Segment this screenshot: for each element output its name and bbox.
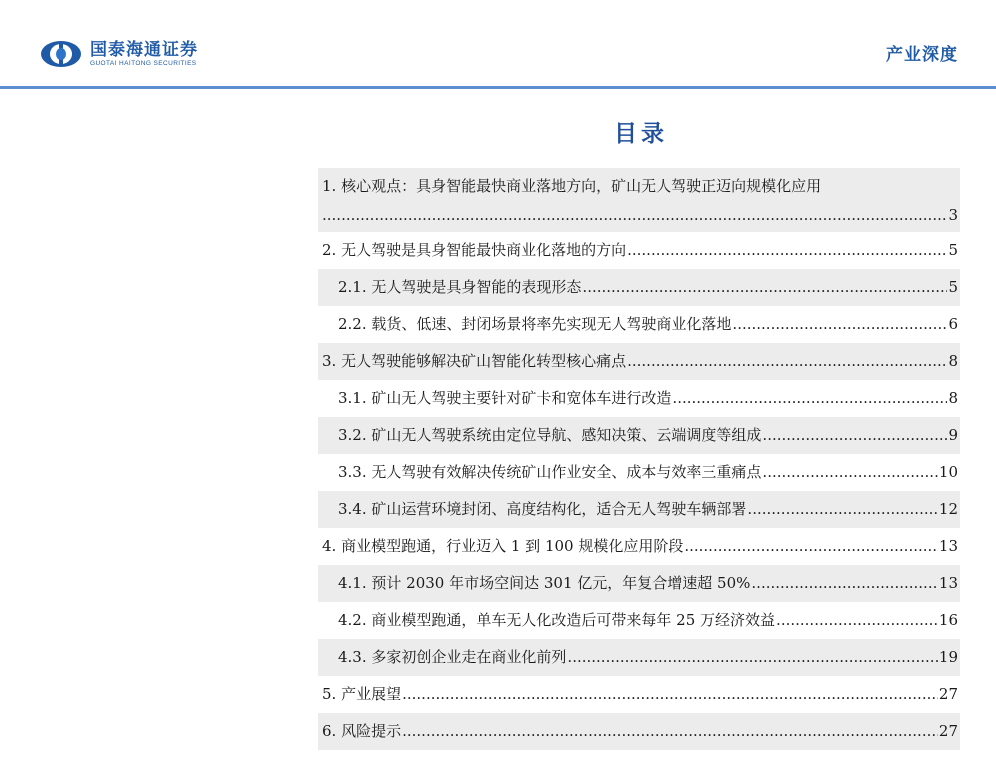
- toc-entry-3-3[interactable]: [318, 454, 960, 491]
- dot-leader: [762, 417, 947, 454]
- toc-entry-text: 风险提示: [341, 722, 402, 740]
- toc-entry-3-2[interactable]: [318, 417, 960, 454]
- toc-entry-4[interactable]: [318, 528, 960, 565]
- toc-entry-3-1[interactable]: [318, 380, 960, 417]
- toc-entry-page: 9: [948, 426, 958, 444]
- toc-entry-2[interactable]: [318, 232, 960, 269]
- toc-entry-number: 3.1.: [338, 389, 367, 407]
- toc-entry-text: 预计 2030 年市场空间达 301 亿元，年复合增速超 50%: [371, 574, 751, 592]
- toc-entry-number: 4.: [322, 537, 337, 555]
- toc-entry-number: 5.: [322, 685, 337, 703]
- toc-entry-6[interactable]: [318, 713, 960, 750]
- toc-entry-page: 19: [938, 648, 958, 666]
- toc-entry-number: 2.: [322, 241, 337, 259]
- toc-entry-text: 无人驾驶能够解决矿山智能化转型核心痛点: [341, 352, 627, 370]
- toc-entry-number: 6.: [322, 722, 337, 740]
- toc-entry-number: 4.3.: [338, 648, 367, 666]
- toc-entry-page: 8: [948, 352, 958, 370]
- toc-entry-number: 2.2.: [338, 315, 367, 333]
- toc-entry-2-1[interactable]: [318, 269, 960, 306]
- dot-leader: [402, 676, 938, 713]
- table-of-contents: [318, 168, 960, 750]
- report-type-label: 产业深度: [886, 45, 958, 65]
- toc-entry-text: 核心观点：具身智能最快商业落地方向，矿山无人驾驶正迈向规模化应用: [341, 177, 822, 195]
- toc-entry-text: 商业模型跑通，行业迈入 1 到 100 规模化应用阶段: [341, 537, 684, 555]
- toc-entry-number: 3.2.: [338, 426, 367, 444]
- toc-entry-4-2[interactable]: [318, 602, 960, 639]
- toc-entry-page: 27: [938, 685, 958, 703]
- toc-entry-4-3[interactable]: [318, 639, 960, 676]
- toc-entry-text: 矿山无人驾驶系统由定位导航、感知决策、云端调度等组成: [371, 426, 762, 444]
- dot-leader: [747, 491, 937, 528]
- toc-entry-3-4[interactable]: [318, 491, 960, 528]
- toc-entry-page: 3: [948, 206, 958, 224]
- toc-entry-text: 矿山无人驾驶主要针对矿卡和宽体车进行改造: [371, 389, 672, 407]
- toc-entry-text: 无人驾驶有效解决传统矿山作业安全、成本与效率三重痛点: [371, 463, 762, 481]
- toc-entry-page: 13: [938, 574, 958, 592]
- brand-mark-icon: [40, 40, 82, 68]
- toc-entry-page: 16: [938, 611, 958, 629]
- toc-entry-number: 3.3.: [338, 463, 367, 481]
- toc-entry-page: 5: [948, 278, 958, 296]
- report-header: [0, 0, 996, 92]
- toc-entry-page: 12: [938, 500, 958, 518]
- brand-name-en: GUOTAI HAITONG SECURITIES: [90, 60, 197, 67]
- dot-leader: [582, 269, 947, 306]
- toc-entry-number: 1.: [322, 177, 337, 195]
- dot-leader: [322, 205, 947, 225]
- toc-entry-page: 13: [938, 537, 958, 555]
- toc-entry-text: 商业模型跑通，单车无人化改造后可带来每年 25 万经济效益: [371, 611, 776, 629]
- toc-entry-page: 8: [948, 389, 958, 407]
- toc-entry-3[interactable]: [318, 343, 960, 380]
- brand-logo: [40, 40, 198, 68]
- toc-entry-number: 4.1.: [338, 574, 367, 592]
- toc-entry-text: 无人驾驶是具身智能的表现形态: [371, 278, 582, 296]
- toc-entry-page: 27: [938, 722, 958, 740]
- dot-leader: [627, 232, 947, 269]
- brand-name-cn: 国泰海通证券: [90, 40, 198, 60]
- toc-entry-number: 4.2.: [338, 611, 367, 629]
- dot-leader: [762, 454, 937, 491]
- toc-entry-text: 矿山运营环境封闭、高度结构化，适合无人驾驶车辆部署: [371, 500, 747, 518]
- toc-entry-number: 3.: [322, 352, 337, 370]
- toc-entry-number: 2.1.: [338, 278, 367, 296]
- toc-entry-4-1[interactable]: [318, 565, 960, 602]
- dot-leader: [751, 565, 938, 602]
- toc-title: 目录: [614, 121, 668, 147]
- dot-leader: [684, 528, 938, 565]
- dot-leader: [672, 380, 947, 417]
- toc-entry-page: 6: [948, 315, 958, 333]
- dot-leader: [732, 306, 947, 343]
- dot-leader: [567, 639, 937, 676]
- toc-entry-text: 载货、低速、封闭场景将率先实现无人驾驶商业化落地: [371, 315, 732, 333]
- toc-entry-text: 产业展望: [341, 685, 402, 703]
- toc-entry-text: 多家初创企业走在商业化前列: [371, 648, 567, 666]
- toc-entry-5[interactable]: [318, 676, 960, 713]
- toc-entry-2-2[interactable]: [318, 306, 960, 343]
- dot-leader: [776, 602, 938, 639]
- dot-leader: [627, 343, 947, 380]
- toc-entry-1[interactable]: [318, 168, 960, 232]
- toc-entry-text: 无人驾驶是具身智能最快商业化落地的方向: [341, 241, 627, 259]
- dot-leader: [402, 713, 938, 750]
- toc-entry-number: 3.4.: [338, 500, 367, 518]
- header-divider: [0, 86, 996, 89]
- toc-entry-page: 5: [948, 241, 958, 259]
- toc-entry-page: 10: [938, 463, 958, 481]
